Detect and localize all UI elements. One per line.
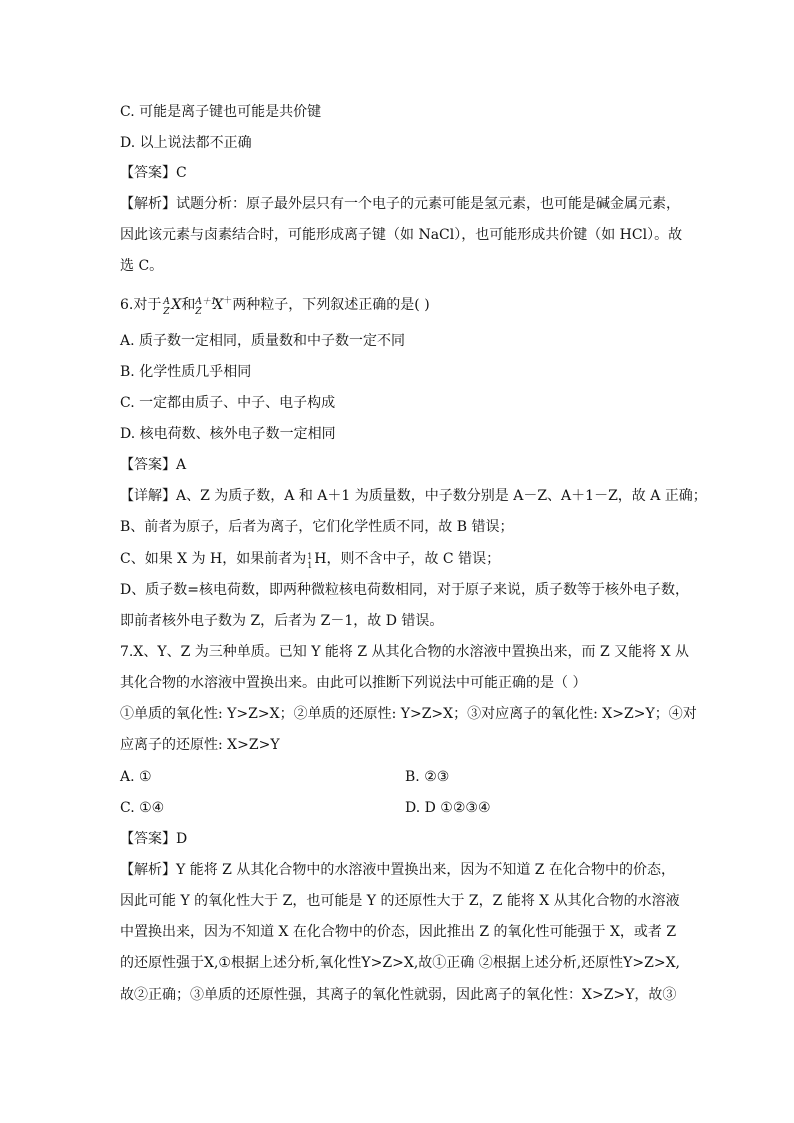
- q6-suffix: 两种粒子，下列叙述正确的是( ): [232, 297, 430, 313]
- question-7-statements-line1: ①单质的氧化性: Y>Z>X；②单质的还原性: Y>Z>X；③对应离子的氧化性: X>Z>Y；④对: [120, 706, 697, 722]
- analysis-q7-line1: 【解析】Y 能将 Z 从其化合物中的水溶液中置换出来，因为不知道 Z 在化合物中的价态，: [120, 862, 675, 878]
- explanation-q6-line1: 【详解】A、Z 为质子数，A 和 A＋1 为质量数，中子数分别是 A－Z、A＋1－Z，故 A 正确；: [120, 488, 707, 504]
- answer-q6: 【答案】A: [120, 457, 187, 473]
- isotope-notation-1: [161, 295, 171, 315]
- ion-charge: ＋: [223, 296, 233, 306]
- answer-q7: 【答案】D: [120, 831, 188, 847]
- atomic-number: Z: [195, 307, 202, 317]
- element-symbol-x: X: [213, 297, 224, 313]
- question-7-statements-line2: 应离子的还原性: X>Z>Y: [120, 737, 280, 753]
- answer-q5: 【答案】C: [120, 165, 187, 181]
- explanation-q6-line2: B、前者为原子，后者为离子，它们化学性质不同，故 B 错误；: [120, 519, 514, 535]
- explanation-q6-line5: 即前者核外电子数为 Z，后者为 Z－1，故 D 错误。: [120, 613, 444, 629]
- hydrogen-isotope-notation: [306, 549, 314, 569]
- option-d-q6: D. 核电荷数、核外电子数一定相同: [120, 426, 336, 442]
- analysis-q7-line3: 中置换出来，因为不知道 X 在化合物中的价态，因此推出 Z 的氧化性可能强于 X，或者 Z: [120, 924, 677, 940]
- explanation-q6-line4: D、质子数=核电荷数，即两种微粒核电荷数相同，对于原子来说，质子数等于核外电子数，: [120, 582, 689, 598]
- option-a-q7: A. ①: [120, 769, 152, 785]
- analysis-q7-line2: 因此可能 Y 的氧化性大于 Z，也可能是 Y 的还原性大于 Z，Z 能将 X 从其化合物的水溶液: [120, 893, 680, 909]
- mass-number: A＋1: [195, 297, 217, 307]
- explanation-text: H，则不含中子，故 C 错误；: [314, 551, 501, 567]
- analysis-q7-line5: 故②正确；③单质的还原性强，其离子的氧化性就弱，因此离子的氧化性：X>Z>Y，故③: [120, 987, 677, 1003]
- option-d-q7: D. D ①②③④: [405, 800, 491, 816]
- option-a-q6: A. 质子数一定相同，质量数和中子数一定不同: [120, 333, 406, 349]
- isotope-notation-2: [195, 295, 217, 317]
- option-c-q7: C. ①④: [120, 800, 165, 816]
- analysis-q5-line2: 因此该元素与卤素结合时，可能形成离子键（如 NaCl），也可能形成共价键（如 HCl）。故: [120, 227, 683, 243]
- atomic-number: Z: [163, 307, 170, 317]
- mass-number: 1: [307, 552, 313, 561]
- explanation-q6-line3: [120, 549, 500, 569]
- question-6: [120, 295, 430, 317]
- analysis-q5-line3: 选 C。: [120, 258, 164, 274]
- explanation-text: C、如果 X 为 H，如果前者为: [120, 551, 307, 567]
- options-row-2: [120, 798, 491, 818]
- option-b-q6: B. 化学性质几乎相同: [120, 364, 252, 380]
- analysis-q5-line1: 【解析】试题分析：原子最外层只有一个电子的元素可能是氢元素，也可能是碱金属元素，: [120, 196, 680, 212]
- option-d-q5: D. 以上说法都不正确: [120, 135, 252, 151]
- element-symbol-x: X: [171, 297, 182, 313]
- mass-number: A: [163, 297, 170, 307]
- option-c-q6: C. 一定都由质子、中子、电子构成: [120, 395, 336, 411]
- analysis-q7-line4: 的还原性强于X,①根据上述分析,氧化性Y>Z>X,故①正确 ②根据上述分析,还原性Y>Z>X,: [120, 955, 681, 971]
- option-b-q7: B. ②③: [405, 769, 450, 785]
- question-7-line1: 7.X、Y、Z 为三种单质。已知 Y 能将 Z 从其化合物的水溶液中置换出来，而 Z 又能将 X 从: [120, 644, 690, 660]
- q6-prefix: 6.对于: [120, 297, 162, 313]
- options-row-1: [120, 767, 450, 787]
- question-7-line2: 其化合物的水溶液中置换出来。由此可以推断下列说法中可能正确的是（ ）: [120, 675, 587, 691]
- atomic-number: 1: [307, 561, 313, 570]
- option-c-q5: C. 可能是离子键也可能是共价键: [120, 104, 322, 120]
- q6-and: 和: [181, 297, 196, 313]
